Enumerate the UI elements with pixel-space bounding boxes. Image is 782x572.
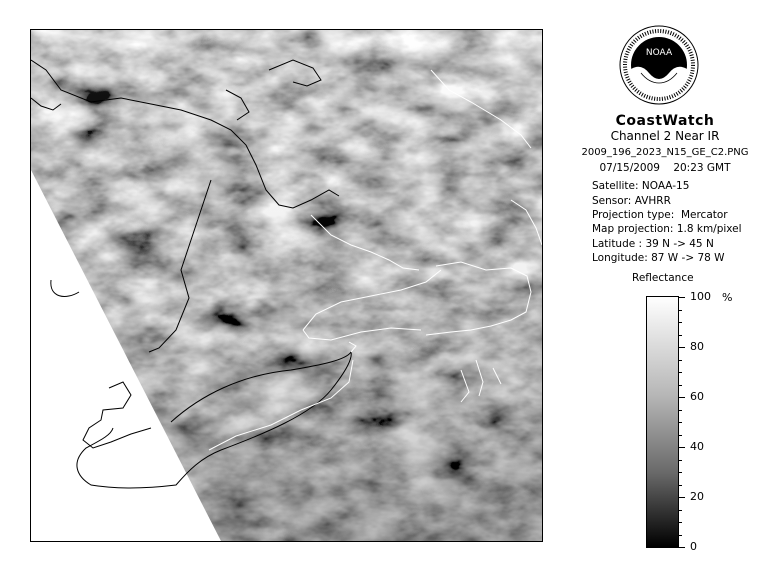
colorbar-label: 0 (690, 540, 697, 553)
colorbar-tick (679, 385, 682, 386)
meta-latitude: Latitude : 39 N -> 45 N (592, 238, 714, 250)
colorbar-tick (679, 510, 682, 511)
product-title: CoastWatch (615, 113, 715, 129)
meta-sensor-value: AVHRR (634, 195, 671, 207)
colorbar-tick (679, 322, 682, 323)
colorbar-label: 20 (690, 490, 704, 503)
colorbar-tick (679, 460, 682, 461)
noaa-logo-text: NOAA (645, 48, 673, 58)
colorbar-title: Reflectance (632, 272, 694, 284)
meta-satellite-value: NOAA-15 (641, 180, 690, 192)
colorbar-tick (679, 522, 682, 523)
colorbar-tick (679, 547, 685, 548)
reflectance-image (31, 30, 542, 541)
satellite-image-panel (30, 29, 543, 542)
meta-sensor: Sensor: AVHRR (592, 195, 671, 207)
meta-longitude-value: 87 W -> 78 W (651, 252, 725, 264)
file-name: 2009_196_2023_N15_GE_C2.PNG (581, 147, 749, 158)
meta-projection-type: Projection type: Mercator (592, 209, 728, 221)
acquisition-datetime: 07/15/2009 20:23 GMT (599, 162, 731, 174)
colorbar-tick (679, 297, 685, 298)
colorbar-tick (679, 497, 685, 498)
colorbar-tick (679, 535, 682, 536)
reflectance-colorbar (646, 296, 679, 548)
meta-satellite: Satellite: NOAA-15 (592, 180, 690, 192)
meta-map-projection: Map projection: 1.8 km/pixel (592, 223, 742, 235)
noaa-logo (619, 25, 699, 105)
colorbar-tick (679, 410, 682, 411)
meta-longitude: Longitude: 87 W -> 78 W (592, 252, 725, 264)
colorbar-tick (679, 485, 682, 486)
colorbar-tick (679, 472, 682, 473)
meta-map-projection-value: 1.8 km/pixel (676, 223, 742, 235)
meta-projection-type-value: Mercator (680, 209, 728, 221)
colorbar-tick (679, 335, 682, 336)
meta-latitude-value: 39 N -> 45 N (645, 238, 714, 250)
noaa-logo-icon (619, 25, 699, 105)
colorbar-label: 80 (690, 340, 704, 353)
colorbar-tick (679, 310, 682, 311)
colorbar-tick (679, 360, 682, 361)
colorbar-tick (679, 447, 685, 448)
colorbar-tick (679, 435, 682, 436)
colorbar-label: 40 (690, 440, 704, 453)
colorbar-label: 100 (690, 290, 711, 303)
colorbar-unit: % (722, 291, 733, 304)
colorbar-label: 60 (690, 390, 704, 403)
colorbar-tick (679, 422, 682, 423)
channel-subtitle: Channel 2 Near IR (610, 129, 720, 143)
colorbar-tick (679, 347, 685, 348)
colorbar-tick (679, 372, 682, 373)
colorbar-tick (679, 397, 685, 398)
